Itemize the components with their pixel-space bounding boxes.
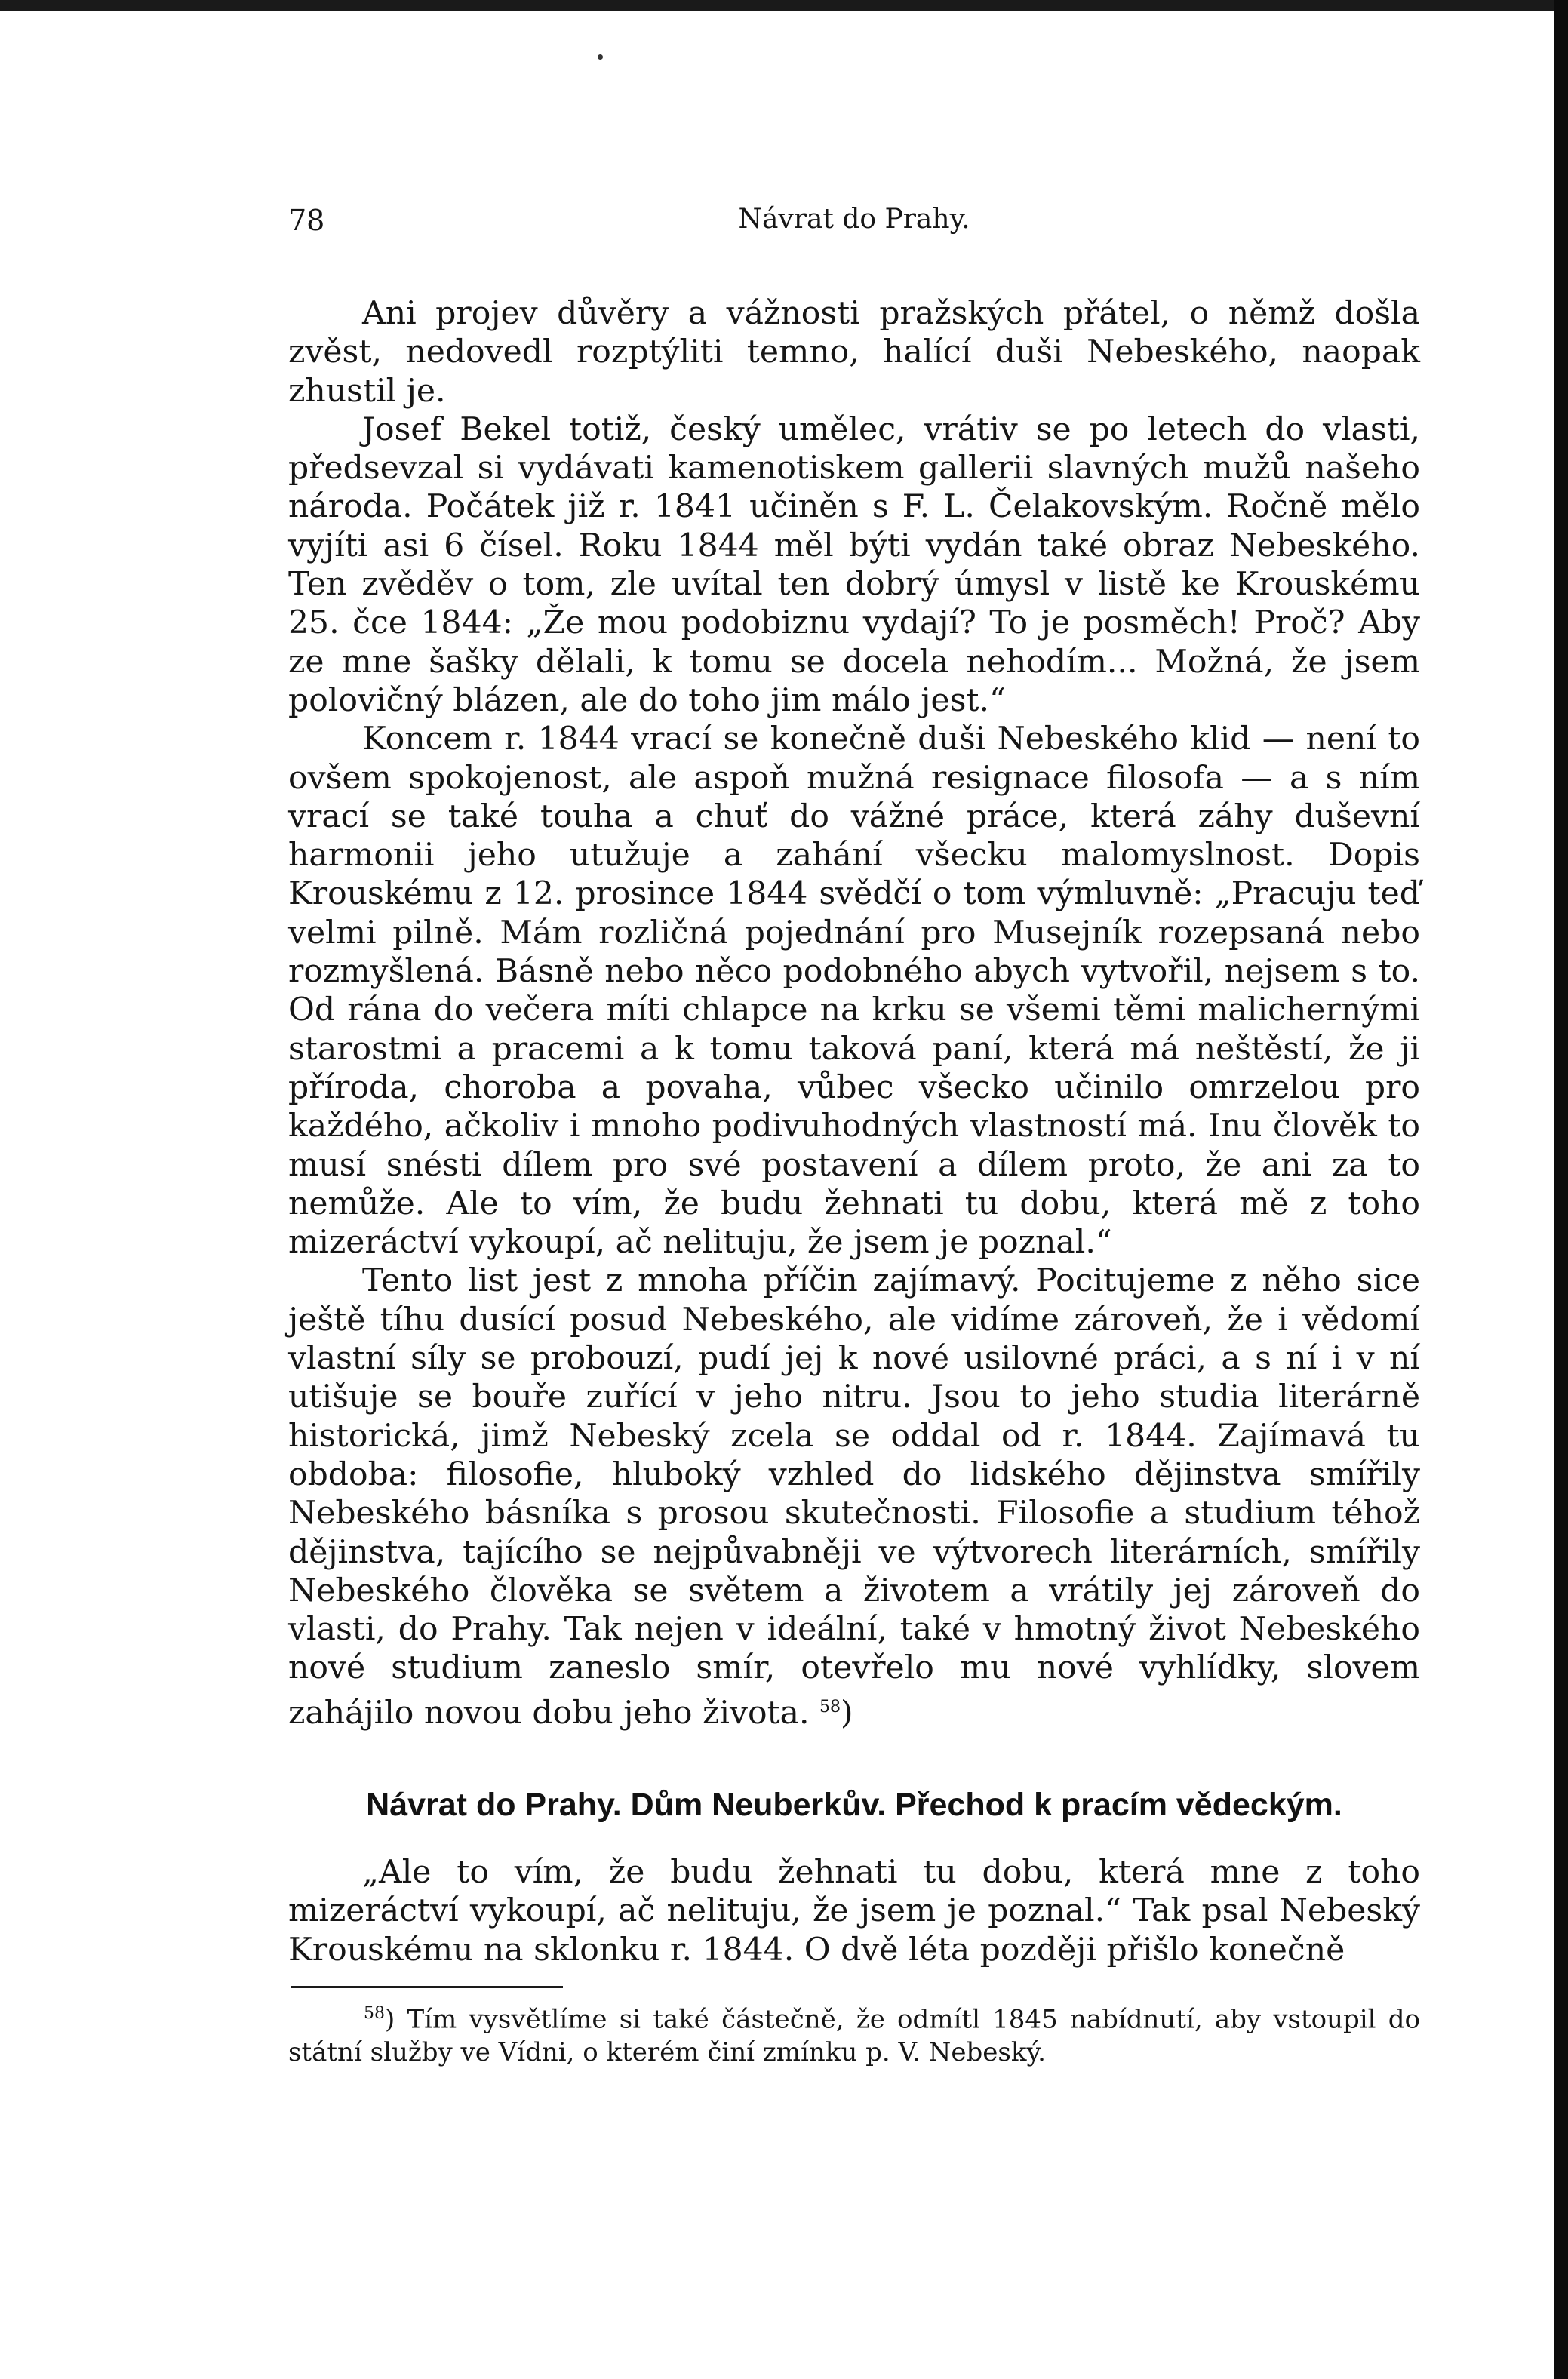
running-title: Návrat do Prahy. bbox=[738, 204, 970, 235]
paragraph-4: Tento list jest z mnoha příčin zajímavý. Pocitujeme z něho sice ještě tíhu dusící posud Nebeského, ale vidíme zároveň, že i vědomí vlastní síly se probouzí, pudí jej k nové usilovné práci, a s ní i v ní utišuje se bouře zuřící v jeho nitru. Jsou to jeho studia literárně historická, jimž Nebeský zcela se oddal od r. 1844. Zajímavá tu obdoba: filosofie, hluboký vzhled do lidského dějinstva smířily Nebeského básníka s prosou skutečnosti. Filosofie a studium téhož dějinstva, tajícího se nejpůvabněji ve výtvorech literárních, smířily Nebeského člověka se světem a životem a vrátily jej zároveň do vlasti, do Prahy. Tak nejen v ideální, také v hmotný život Nebeského nové studium zaneslo smír, otevřelo mu nové vyhlídky, slovem zahájilo novou dobu jeho života. $^{58}$) bbox=[288, 1262, 1420, 1732]
paragraph-4-text: Tento list jest z mnoha příčin zajímavý. Pocitujeme z něho sice ještě tíhu dusící posud Nebeského, ale vidíme zároveň, že i vědomí vlastní síly se probouzí, pudí jej k nové usilovné práci, a s ní i v ní utišuje se bouře zuřící v jeho nitru. Jsou to jeho studia literárně historická, jimž Nebeský zcela se oddal od r. 1844. Zajímavá tu obdoba: filosofie, hluboký vzhled do lidského dějinstva smířily Nebeského básníka s prosou skutečnosti. Filosofie a studium téhož dějinstva, tajícího se nejpůvabněji ve výtvorech literárních, smířily Nebeského člověka se světem a životem a vrátily jej zároveň do vlasti, do Prahy. Tak nejen v ideální, také v hmotný život Nebeského nové studium zaneslo smír, otevřelo mu nové vyhlídky, slovem zahájilo novou dobu jeho života. bbox=[288, 1262, 1420, 1732]
section-text bbox=[288, 1853, 1420, 1969]
section-heading: Návrat do Prahy. Dům Neuberkův. Přechod k pracím vědeckým. bbox=[366, 1787, 1342, 1824]
book-page bbox=[288, 204, 1420, 2069]
footnote-reference: 58 bbox=[819, 1697, 841, 1717]
scan-top-edge bbox=[0, 0, 1568, 11]
footnote-text: Tím vysvětlíme si také částečně, že odmítl 1845 nabídnutí, aby vstoupil do státní služby ve Vídni, o kterém činí zmínku p. V. Nebeský. bbox=[288, 2004, 1420, 2068]
section-paragraph: „Ale to vím, že budu žehnati tu dobu, která mne z toho mizeráctví vykoupí, ač nelituju, že jsem je poznal.“ Tak psal Nebeský Krouskému na sklonku r. 1844. O dvě léta později přišlo konečně bbox=[288, 1854, 1420, 1969]
scan-speck bbox=[598, 54, 603, 60]
footnote-marker: 58 bbox=[364, 2004, 385, 2024]
paragraph-3: Koncem r. 1844 vrací se konečně duši Nebeského klid — není to ovšem spokojenost, ale aspoň mužná resignace filosofa — a s ním vrací se také touha a chuť do vážné práce, která záhy duševní harmonii jeho utužuje a zahání všecku malomyslnost. Dopis Krouskému z 12. prosince 1844 svědčí o tom výmluvně: „Pracuju teď velmi pilně. Mám rozličná pojednání pro Musejník rozepsaná nebo rozmyšlená. Básně nebo něco podobného abych vytvořil, nejsem s to. Od rána do večera míti chlapce na krku se všemi těmi malichernými starostmi a pracemi a k tomu taková paní, která má neštěstí, že ji příroda, choroba a povaha, vůbec všecko učinilo omrzelou pro každého, ačkoliv i mnoho podivuhodných vlastností má. Inu člověk to musí snésti dílem pro své postavení a dílem proto, že ani za to nemůže. Ale to vím, že budu žehnati tu dobu, která mě z toho mizeráctví vykoupí, ač nelituju, že jsem je poznal.“ bbox=[288, 721, 1420, 1262]
body-text bbox=[288, 294, 1420, 1732]
scan-right-edge bbox=[1554, 0, 1568, 2379]
running-head bbox=[288, 204, 1420, 249]
page-number: 78 bbox=[288, 204, 325, 237]
footnote: $^{58}$) Tím vysvětlíme si také částečně, že odmítl 1845 nabídnutí, aby vstoupil do státní služby ve Vídni, o kterém činí zmínku p. V. Nebeský. bbox=[288, 2004, 1420, 2068]
footnote-divider bbox=[291, 1986, 563, 1988]
paragraph-1: Ani projev důvěry a vážnosti pražských přátel, o němž došla zvěst, nedovedl rozptýliti temno, halící duši Nebeského, naopak zhustil je. bbox=[288, 295, 1420, 410]
paragraph-2: Josef Bekel totiž, český umělec, vrátiv se po letech do vlasti, předsevzal si vydávati kamenotiskem gallerii slavných mužů našeho národa. Počátek již r. 1841 učiněn s F. L. Čelakovským. Ročně mělo vyjíti asi 6 čísel. Roku 1844 měl býti vydán také obraz Nebeského. Ten zvěděv o tom, zle uvítal ten dobrý úmysl v listě ke Krouskému 25. čce 1844: „Že mou podobiznu vydají? To je posměch! Proč? Aby ze mne šašky dělali, k tomu se docela nehodím... Možná, že jsem polovičný blázen, ale do toho jim málo jest.“ bbox=[288, 410, 1420, 719]
